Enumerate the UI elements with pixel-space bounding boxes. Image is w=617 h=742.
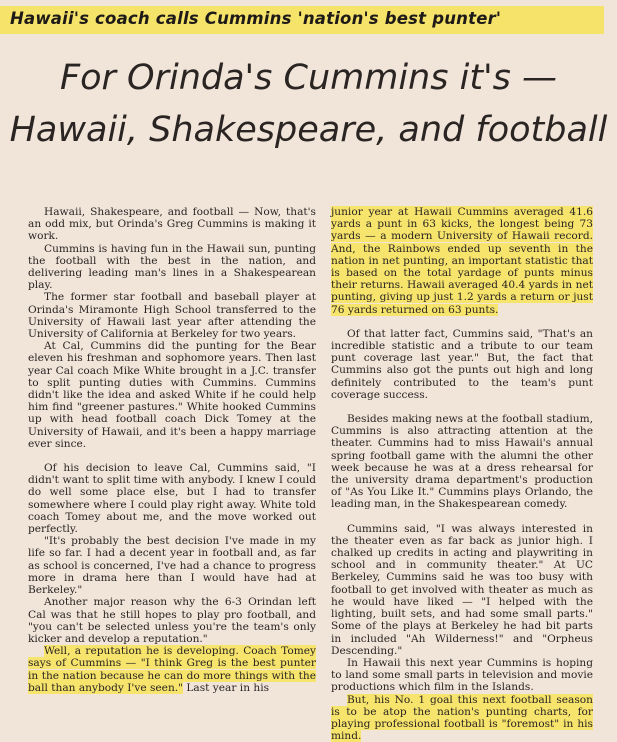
highlighted-text: Well, a reputation he is developing. Coach Tomey says of Cummins — "I think Greg is the best punter in the nation because he can do more things with the ball than anybody I've seen." bbox=[28, 645, 316, 694]
paragraph: Cummins is having fun in the Hawaii sun, punting the football with the best in the nation, and delivering leading man's lines in a Shakespearean play. bbox=[28, 242, 316, 292]
highlighted-text: junior year at Hawaii Cummins averaged 41.6 yards a punt in 63 kicks, the longest being 73 yards — a modern University of Hawaii record. And, the Rainbows ended up seventh in the nation in net punting, an important statistic that is based on the total yardage of punts minus their returns. Hawaii averaged 40.4 yards in net punting, giving up just 1.2 yards a return or just 76 yards returned on 63 punts. bbox=[331, 206, 593, 316]
paragraph-continuation: Last year in his bbox=[186, 681, 270, 694]
paragraph-highlighted bbox=[331, 206, 593, 316]
article-column-right bbox=[331, 206, 593, 742]
paragraph: In Hawaii this next year Cummins is hoping to land some small parts in television and movie productions which film in the Islands. bbox=[331, 656, 593, 694]
paragraph: "It's probably the best decision I've made in my life so far. I had a decent year in football and, as far as school is concerned, I've had a chance to progress more in drama here than I would have had at Berkeley." bbox=[28, 535, 316, 597]
paragraph: The former star football and baseball player at Orinda's Miramonte High School transferred to the University of Hawaii last year after attending the University of California at Berkeley for two years. bbox=[28, 291, 316, 341]
paragraph-highlighted bbox=[28, 645, 316, 694]
kicker-text: Hawaii's coach calls Cummins 'nation's best punter' bbox=[10, 9, 502, 28]
paragraph: At Cal, Cummins did the punting for the Bear eleven his freshman and sophomore years. Then last year Cal coach Mike White brought in a J.C. transfer to split punting duties with Cummins. Cummins didn't like the idea and asked White if he could help him find "greener pastures." White hooked Cummins up with head football coach Dick Tomey at the University of Hawaii, and it's been a happy marriage ever since. bbox=[28, 340, 316, 450]
highlighted-text: But, his No. 1 goal this next football season is to be atop the nation's punting charts, for playing professional football is "foremost" in his mind. bbox=[331, 693, 593, 742]
paragraph: Of that latter fact, Cummins said, "That's an incredible statistic and a tribute to our team punt coverage last year." But, the fact that Cummins also got the punts out high and long definitely contributed to the team's punt coverage success. bbox=[331, 327, 593, 401]
paragraph-highlighted bbox=[331, 694, 593, 742]
paragraph: Cummins said, "I was always interested in the theater even as far back as junior high. I chalked up credits in acting and playwriting in school and in community theater." At UC Berkeley, Cummins said he was too busy with football to get involved with theater as much as he would have liked — "I helped with the lighting, built sets, and had some small parts." Some of the plays at Berkeley he had bit parts in included "Ah Wilderness!" and "Orpheus Descending." bbox=[331, 522, 593, 657]
paragraph: Besides making news at the football stadium, Cummins is also attracting attention at the theater. Cummins had to miss Hawaii's annual spring football game with the alumni the other week because he was at a dress rehearsal for the university drama department's production of "As You Like It." Cummins plays Orlando, the leading man, in the Shakespearean comedy. bbox=[331, 413, 593, 511]
headline-line-2: Hawaii, Shakespeare, and football bbox=[9, 110, 608, 150]
paragraph: Hawaii, Shakespeare, and football — Now, that's an odd mix, but Orinda's Greg Cummins is making it work. bbox=[28, 206, 316, 243]
article-column-left bbox=[28, 206, 316, 694]
paragraph: Another major reason why the 6-3 Orindan left Cal was that he still hopes to play pro football, and "you can't be selected unless you're the team's only kicker and develop a reputation." bbox=[28, 596, 316, 645]
paragraph: Of his decision to leave Cal, Cummins said, "I didn't want to split time with anybody. I knew I could do well some place else, but I had to transfer somewhere where I could play right away. White told coach Tomey about me, and the move worked out perfectly. bbox=[28, 462, 316, 536]
kicker-banner bbox=[0, 6, 604, 34]
headline-line-1: For Orinda's Cummins it's — bbox=[59, 58, 558, 98]
